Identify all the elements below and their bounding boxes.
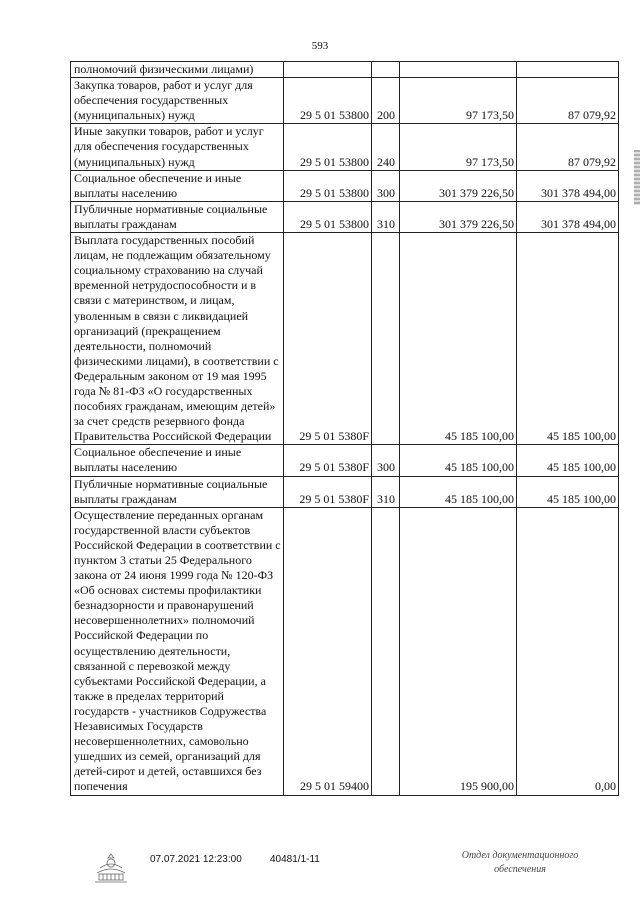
row-name: Социальное обеспечение и иные выплаты населению <box>71 170 284 201</box>
table-row <box>71 124 619 170</box>
table-row <box>71 170 619 201</box>
row-value-2: 0,00 <box>517 507 619 795</box>
row-value-2: 301 378 494,00 <box>517 201 619 232</box>
row-code: 29 5 01 5380F <box>284 476 372 507</box>
row-code: 29 5 01 5380F <box>284 233 372 445</box>
row-name: Социальное обеспечение и иные выплаты населению <box>71 445 284 476</box>
table-row <box>71 445 619 476</box>
row-value-2: 45 185 100,00 <box>517 476 619 507</box>
row-value-1: 97 173,50 <box>400 78 517 124</box>
row-type: 300 <box>372 445 400 476</box>
row-type: 310 <box>372 201 400 232</box>
scan-edge-mark <box>634 150 640 205</box>
row-value-2: 301 378 494,00 <box>517 170 619 201</box>
row-value-1: 301 379 226,50 <box>400 170 517 201</box>
row-code: 29 5 01 53800 <box>284 124 372 170</box>
row-name: Выплата государственных пособий лицам, не подлежащим обязательному социальному страхованию на случай временной нетрудоспособности и в связи с материнством, и лицам, уволенным в связи с ликвидацией организаций (прекращением деятельности, полномочий физическими лицами), в соответствии с Федеральным законом от 19 мая 1995 года № 81-ФЗ «О государственных пособиях гражданам, имеющим детей» за счет средств резервного фонда Правительства Российской Федерации <box>71 233 284 445</box>
row-value-1: 45 185 100,00 <box>400 476 517 507</box>
row-value-2: 87 079,92 <box>517 124 619 170</box>
office-stamp-line: Отдел документационного <box>461 850 579 861</box>
row-name: полномочий физическими лицами) <box>71 62 284 78</box>
footer <box>0 849 640 889</box>
emblem-icon <box>90 851 132 890</box>
row-name: Закупка товаров, работ и услуг для обеспечения государственных (муниципальных) нужд <box>71 78 284 124</box>
office-stamp <box>440 849 600 877</box>
row-code <box>284 62 372 78</box>
row-code: 29 5 01 59400 <box>284 507 372 795</box>
table-row <box>71 62 619 78</box>
stamp-doc-number: 40481/1-11 <box>270 854 320 865</box>
row-value-2 <box>517 62 619 78</box>
row-value-1: 301 379 226,50 <box>400 201 517 232</box>
row-value-1: 97 173,50 <box>400 124 517 170</box>
row-code: 29 5 01 53800 <box>284 170 372 201</box>
row-value-1: 195 900,00 <box>400 507 517 795</box>
row-value-2: 45 185 100,00 <box>517 233 619 445</box>
row-type: 310 <box>372 476 400 507</box>
row-value-1: 45 185 100,00 <box>400 233 517 445</box>
row-type: 200 <box>372 78 400 124</box>
table-row <box>71 201 619 232</box>
row-type <box>372 507 400 795</box>
row-type <box>372 233 400 445</box>
row-code: 29 5 01 53800 <box>284 201 372 232</box>
budget-table <box>70 61 619 796</box>
table-row <box>71 476 619 507</box>
row-type <box>372 62 400 78</box>
table-row <box>71 507 619 795</box>
row-value-2: 45 185 100,00 <box>517 445 619 476</box>
office-stamp-line: обеспечения <box>494 864 546 875</box>
row-code: 29 5 01 53800 <box>284 78 372 124</box>
row-code: 29 5 01 5380F <box>284 445 372 476</box>
stamp-date-time: 07.07.2021 12:23:00 <box>150 854 242 865</box>
row-name: Публичные нормативные социальные выплаты гражданам <box>71 476 284 507</box>
row-type: 300 <box>372 170 400 201</box>
row-value-1 <box>400 62 517 78</box>
row-name: Иные закупки товаров, работ и услуг для обеспечения государственных (муниципальных) нужд <box>71 124 284 170</box>
page-number: 593 <box>311 40 329 52</box>
row-value-2: 87 079,92 <box>517 78 619 124</box>
row-name: Осуществление переданных органам государственной власти субъектов Российской Федерации в соответствии с пунктом 3 статьи 25 Федерального закона от 24 июня 1999 года № 120-ФЗ «Об основах системы профилактики безнадзорности и правонарушений несовершеннолетних» полномочий Российской Федерации по осуществлению деятельности, связанной с перевозкой между субъектами Российской Федерации, а также в пределах территорий государств - участников Содружества Независимых Государств несовершеннолетних, самовольно ушедших из семей, организаций для детей-сирот и детей, оставшихся без попечения <box>71 507 284 795</box>
table-row <box>71 78 619 124</box>
row-type: 240 <box>372 124 400 170</box>
row-value-1: 45 185 100,00 <box>400 445 517 476</box>
table-row <box>71 233 619 445</box>
row-name: Публичные нормативные социальные выплаты гражданам <box>71 201 284 232</box>
